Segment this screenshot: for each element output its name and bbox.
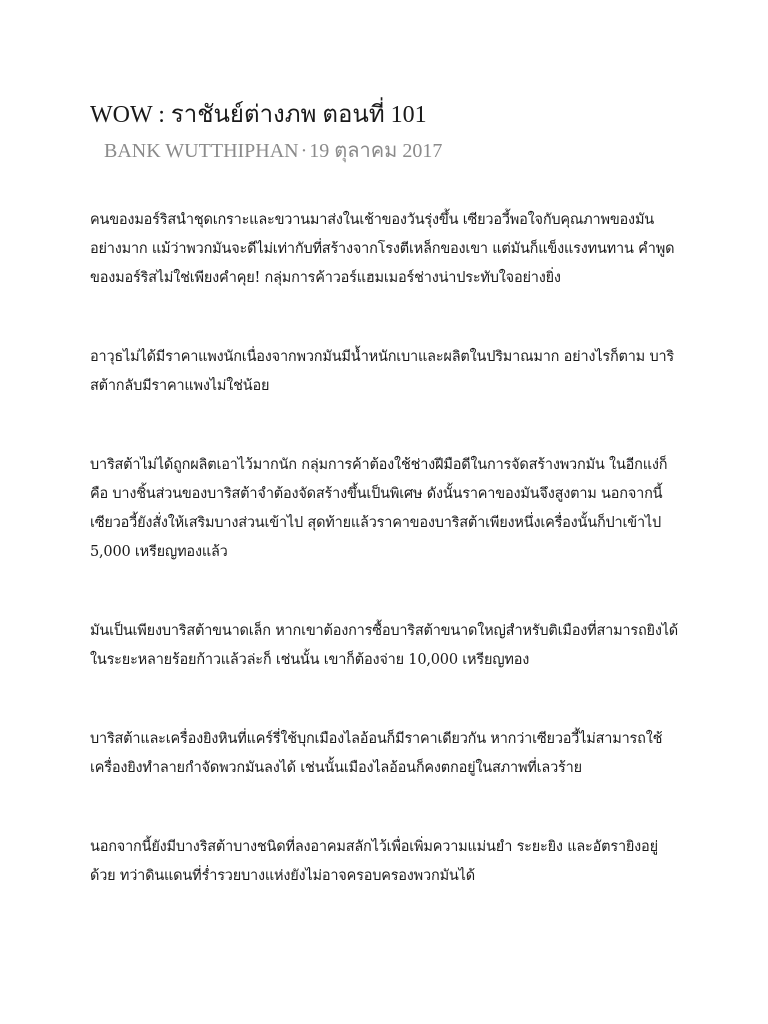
paragraph: อาวุธไม่ได้มีราคาแพงนักเนื่องจากพวกมันมีน้ำหนักเบาและผลิตในปริมาณมาก อย่างไรก็ตาม บาริสต้ากลับมีราคาแพงไม่ใช่น้อย	[90, 349, 674, 394]
article-date: 19 ตุลาคม 2017	[309, 140, 443, 162]
article-body	[90, 206, 680, 891]
article-meta	[104, 134, 680, 168]
paragraph: บาริสต้าไม่ได้ถูกผลิตเอาไว้มากนัก กลุ่มการค้าต้องใช้ช่างฝีมือดีในการจัดสร้างพวกมัน ในอีกแง่ก็คือ บางชิ้นส่วนของบาริสต้าจำต้องจัดสร้างขึ้นเป็นพิเศษ ดังนั้นราคาของมันจึงสูงตาม นอกจากนี้เซียวอวี้ยังสั่งให้เสริมบางส่วนเข้าไป สุดท้ายแล้วราคาของบาริสต้าเพียงหนึ่งเครื่องนั้นก็ปาเข้าไป 5,000 เหรียญทองแล้ว	[90, 457, 668, 560]
article-author[interactable]: BANK WUTTHIPHAN	[104, 140, 299, 162]
paragraph: มันเป็นเพียงบาริสต้าขนาดเล็ก หากเขาต้องการซื้อบาริสต้าขนาดใหญ่สำหรับติเมืองที่สามารถยิงได้ในระยะหลายร้อยก้าวแล้วล่ะก็ เช่นนั้น เขาก็ต้องจ่าย 10,000 เหรียญทอง	[90, 623, 679, 668]
paragraph: บาริสต้าและเครื่องยิงหินที่แคร์รี่ใช้บุกเมืองไลอ้อนก็มีราคาเดียวกัน หากว่าเซียวอวี้ไม่สามารถใช้เครื่องยิงทำลายกำจัดพวกมันลงได้ เช่นนั้นเมืองไลอ้อนก็คงตกอยู่ในสภาพที่เลวร้าย	[90, 731, 663, 776]
article	[90, 96, 680, 891]
meta-separator: ·	[300, 140, 308, 162]
paragraph: นอกจากนี้ยังมีบางริสต้าบางชนิดที่ลงอาคมสลักไว้เพื่อเพิ่มความแม่นยำ ระยะยิง และอัตรายิงอยู่ด้วย ทว่าดินแดนที่ร่ำรวยบางแห่งยังไม่อาจครอบครองพวกมันได้	[90, 839, 658, 884]
paragraph: คนของมอร์ริสนำชุดเกราะและขวานมาส่งในเช้าของวันรุ่งขึ้น เซียวอวี้พอใจกับคุณภาพของมันอย่างมาก แม้ว่าพวกมันจะดีไม่เท่ากับที่สร้างจากโรงตีเหล็กของเขา แต่มันก็แข็งแรงทนทาน คำพูดของมอร์ริสไม่ใช่เพียงคำคุย! กลุ่มการค้าวอร์แฮมเมอร์ช่างน่าประทับใจอย่างยิ่ง	[90, 212, 675, 286]
article-title: WOW : ราชันย์ต่างภพ ตอนที่ 101	[90, 102, 427, 128]
